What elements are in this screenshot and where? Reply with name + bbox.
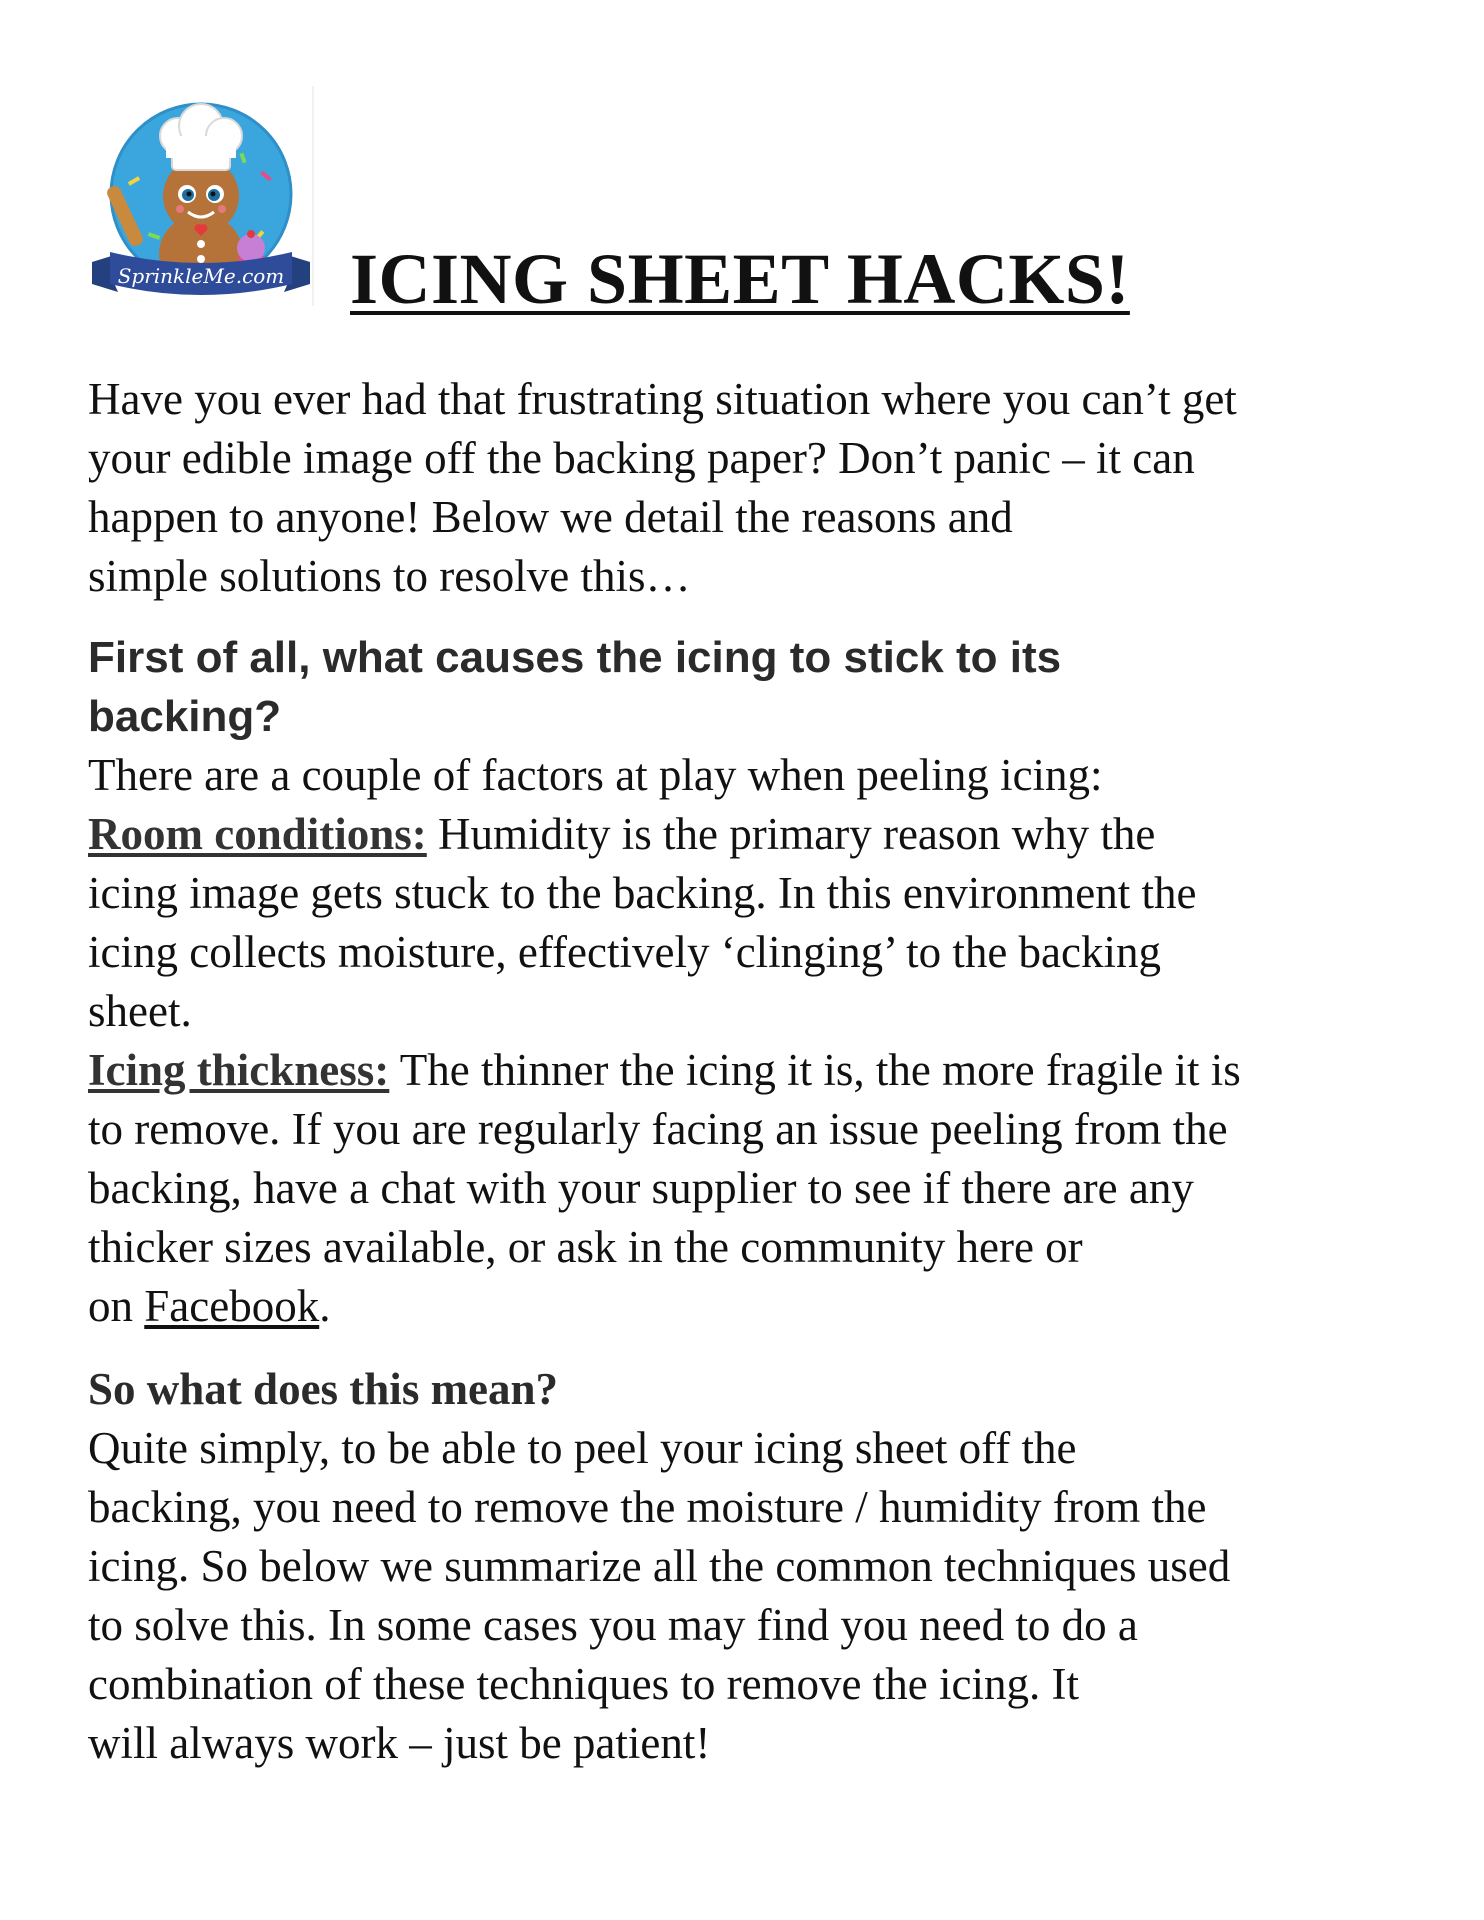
text-line	[88, 1277, 1428, 1336]
text-line: to remove. If you are regularly facing an issue peeling from the	[88, 1104, 1228, 1154]
text-line: happen to anyone! Below we detail the reasons and	[88, 492, 1013, 542]
text-line: to solve this. In some cases you may find you need to do a	[88, 1600, 1138, 1650]
text-span: .	[319, 1281, 331, 1331]
text-line: simple solutions to resolve this…	[88, 551, 691, 601]
section-heading: So what does this mean?	[88, 1364, 559, 1414]
room-conditions-paragraph	[88, 805, 1428, 864]
page-title: ICING SHEET HACKS!	[350, 239, 1130, 319]
room-conditions-label: Room conditions:	[88, 809, 427, 859]
text-line: backing, have a chat with your supplier to see if there are any	[88, 1163, 1194, 1213]
text-line: thicker sizes available, or ask in the community here or	[88, 1222, 1083, 1272]
icing-thickness-paragraph	[88, 1041, 1428, 1100]
text-span: Humidity is the primary reason why the	[426, 809, 1156, 859]
text-line: backing, you need to remove the moisture / humidity from the	[88, 1482, 1207, 1532]
gingerbread-chef-logo-icon	[88, 84, 314, 310]
text-line: Quite simply, to be able to peel your icing sheet off the	[88, 1423, 1077, 1473]
text-line: your edible image off the backing paper? Don’t panic – it can	[88, 433, 1195, 483]
text-line: will always work – just be patient!	[88, 1718, 711, 1768]
section-heading: backing?	[88, 692, 282, 741]
text-span: on	[88, 1281, 145, 1331]
text-line: icing image gets stuck to the backing. In this environment the	[88, 868, 1197, 918]
icing-thickness-label: Icing thickness:	[88, 1045, 390, 1095]
logo-divider	[312, 86, 314, 306]
section-causes	[88, 628, 1428, 1336]
text-span: The thinner the icing it is, the more fragile it is	[389, 1045, 1241, 1095]
section-meaning	[88, 1360, 1428, 1773]
text-line: Have you ever had that frustrating situation where you can’t get	[88, 374, 1237, 424]
text-line: There are a couple of factors at play when peeling icing:	[88, 750, 1103, 800]
text-line: combination of these techniques to remove the icing. It	[88, 1659, 1079, 1709]
text-line: icing. So below we summarize all the common techniques used	[88, 1541, 1231, 1591]
text-line: icing collects moisture, effectively ‘clinging’ to the backing	[88, 927, 1161, 977]
logo-text: SprinkleMe.com	[117, 264, 285, 288]
facebook-link[interactable]: Facebook	[144, 1281, 320, 1331]
section-heading: First of all, what causes the icing to stick to its	[88, 633, 1062, 682]
document-body	[88, 370, 1428, 1773]
text-line: sheet.	[88, 986, 192, 1036]
intro-paragraph	[88, 370, 1428, 606]
